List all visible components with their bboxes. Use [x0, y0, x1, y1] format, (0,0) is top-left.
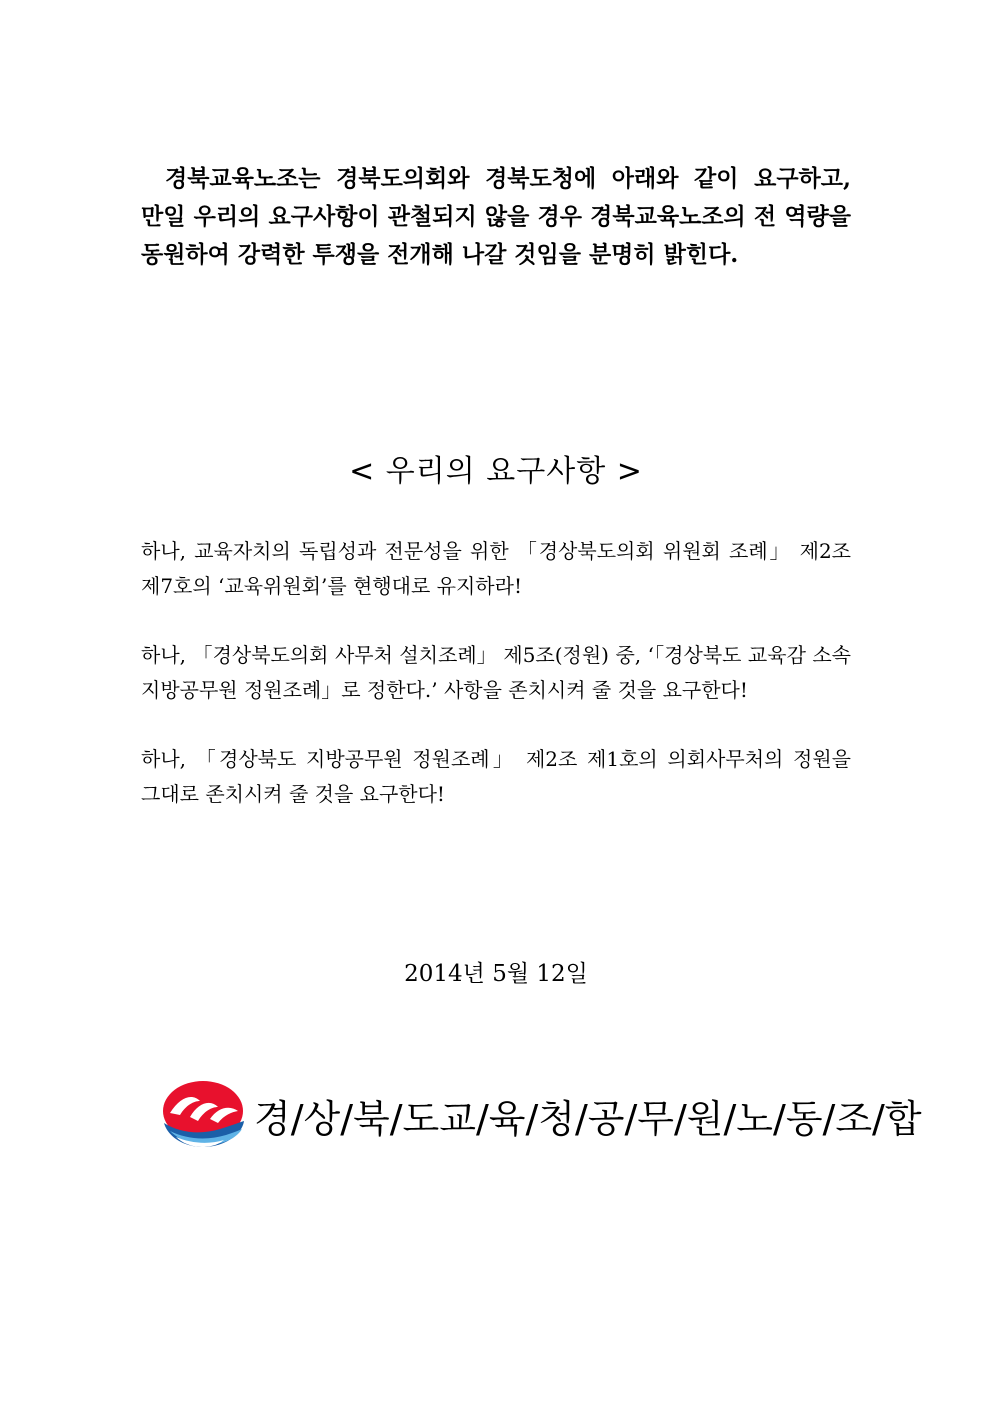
demand-item-1: 하나, 교육자치의 독립성과 전문성을 위한 「경상북도의회 위원회 조례」 제2조 제7호의 ‘교육위원회’를 현행대로 유지하라!	[141, 539, 851, 598]
intro-paragraph: 경북교육노조는 경북도의회와 경북도청에 아래와 같이 요구하고, 만일 우리의 요구사항이 관철되지 않을 경우 경북교육노조의 전 역량을 동원하여 강력한 투쟁을 전개해 나갈 것임을 분명히 밝힌다.	[141, 165, 851, 268]
organization-name: 경/상/북/도교/육/청/공/무/원/노/동/조/합	[254, 1096, 922, 1141]
demand-item-3: 하나, 「경상북도 지방공무원 정원조례」 제2조 제1호의 의회사무처의 정원을 그대로 존치시켜 줄 것을 요구한다!	[141, 747, 851, 806]
demands-title: < 우리의 요구사항 >	[349, 454, 643, 489]
demands-list	[141, 534, 851, 846]
union-logo-icon	[160, 1079, 246, 1151]
document-date: 2014년 5월 12일	[404, 961, 588, 987]
signature-block	[160, 1075, 922, 1155]
demand-item-2: 하나, 「경상북도의회 사무처 설치조례」 제5조(정원) 중, ‘「경상북도 교육감 소속 지방공무원 정원조례」로 정한다.’ 사항을 존치시켜 줄 것을 요구한다!	[141, 643, 851, 702]
